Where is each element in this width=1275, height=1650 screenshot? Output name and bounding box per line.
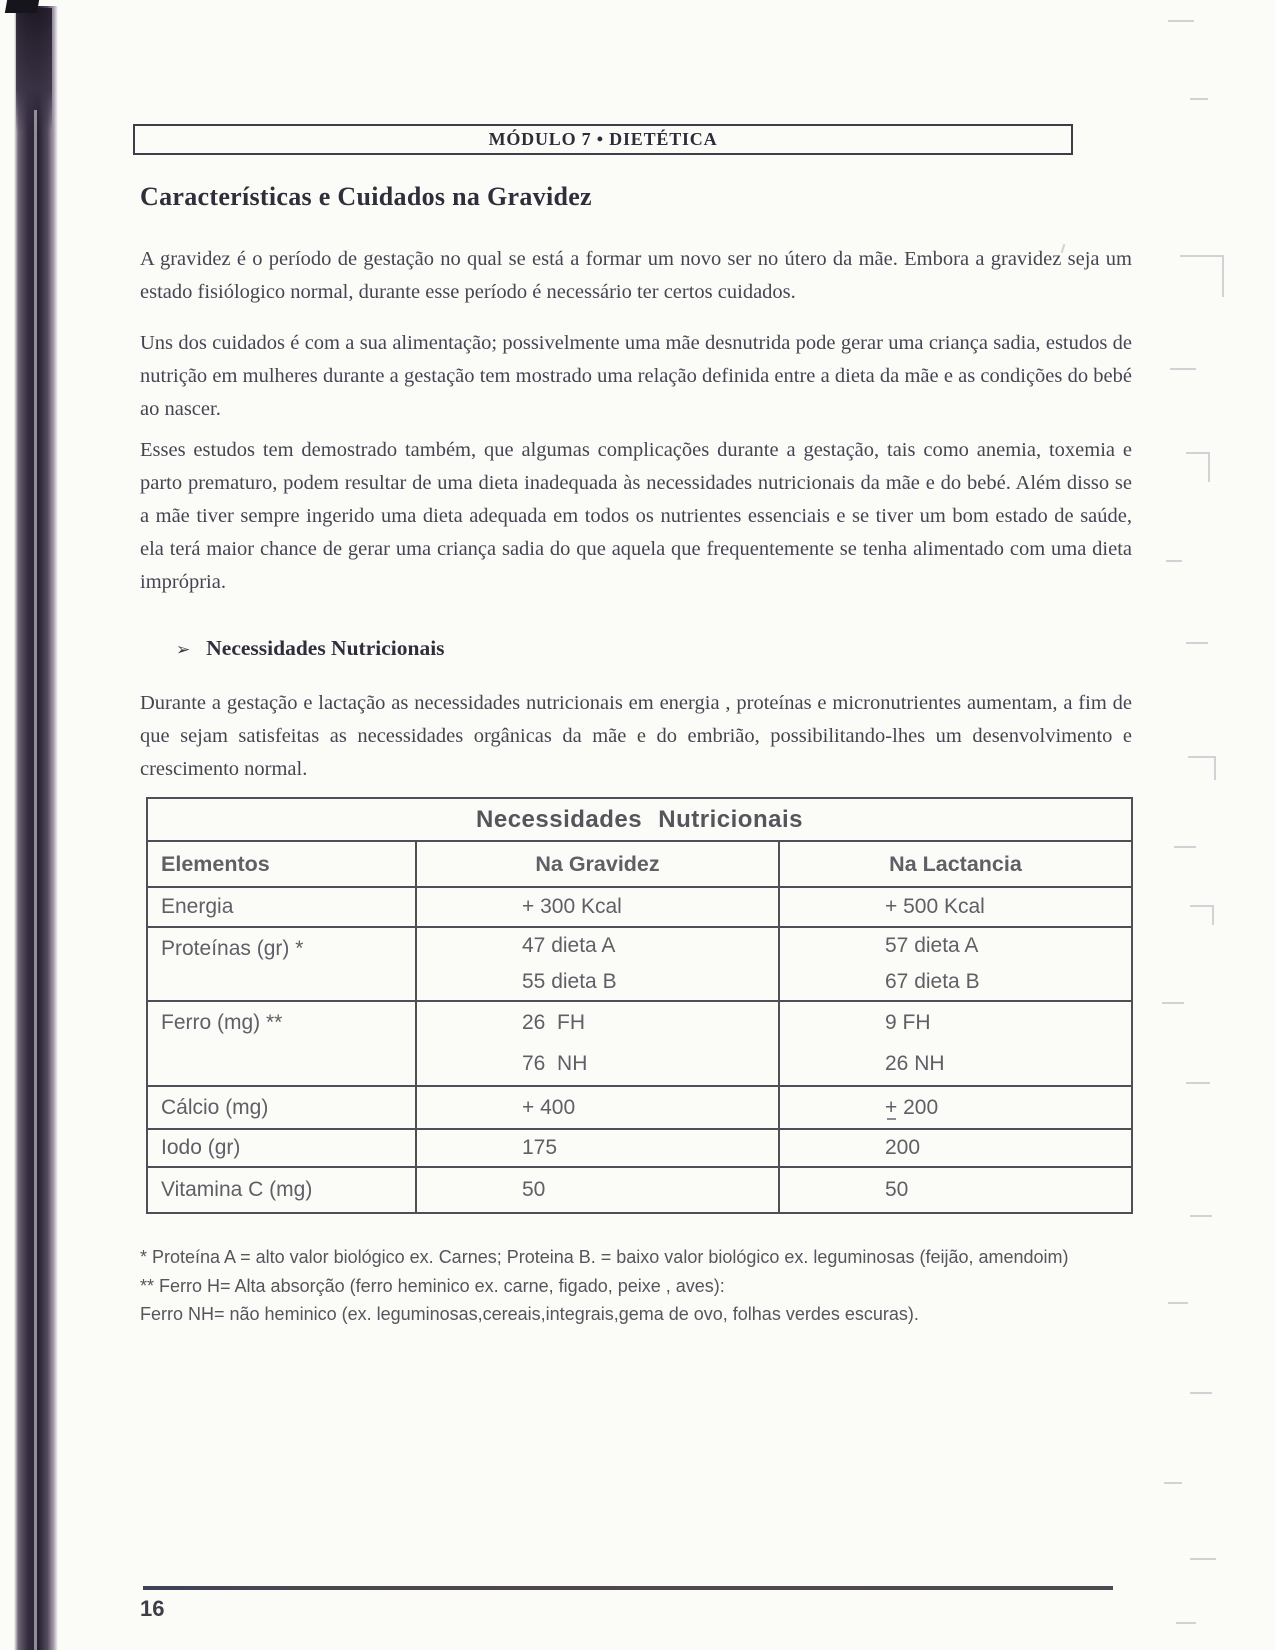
row-label: Proteínas (gr) * xyxy=(148,928,417,1000)
scan-artifact xyxy=(1176,1622,1196,1624)
scan-artifact xyxy=(1186,1082,1210,1084)
row-value-gravidez: + 400 xyxy=(417,1087,780,1128)
row-value-gravidez: 175 xyxy=(417,1130,780,1166)
value-line: 26 NH xyxy=(885,1052,945,1076)
scan-artifact xyxy=(1186,642,1208,644)
scan-artifact xyxy=(1164,1482,1182,1484)
row-value-lactancia: 200 xyxy=(885,1136,921,1159)
column-header-gravidez: Na Gravidez xyxy=(417,842,780,886)
table-title: Necessidades Nutricionais xyxy=(476,805,803,833)
row-value-gravidez xyxy=(417,928,780,1000)
row-label: Ferro (mg) ** xyxy=(148,1002,417,1085)
column-header-lactancia: Na Lactancia xyxy=(889,851,1022,876)
scan-artifact xyxy=(1186,452,1210,482)
scan-artifact xyxy=(1190,905,1214,925)
scan-corner-mark xyxy=(5,0,39,13)
value-line: 55 dieta B xyxy=(522,970,617,993)
nutrition-table xyxy=(146,797,1133,1214)
row-value-lactancia: + 200 xyxy=(780,1087,1131,1128)
module-header-label: MÓDULO 7 • DIETÉTICA xyxy=(488,129,718,149)
value-line: 9 FH xyxy=(885,1010,931,1034)
table-row-vitamina-c xyxy=(148,1166,1131,1212)
paragraph-alimentacao: Uns dos cuidados é com a sua alimentação; possivelmente uma mãe desnutrida pode gerar uma criança sadia, estudos de nutrição em mulheres durante a gestação tem mostrado uma relação definida entre a dieta da mãe e as condições do bebé ao nascer. xyxy=(140,332,1132,420)
row-value-gravidez xyxy=(417,1002,780,1085)
scan-artifact xyxy=(1190,98,1208,100)
value-line: 47 dieta A xyxy=(522,934,616,957)
scan-artifact xyxy=(1190,1392,1212,1394)
paragraph-estudos: Esses estudos tem demostrado também, que algumas complicações durante a gestação, tais como anemia, toxemia e parto prematuro, podem resultar de uma dieta inadequada às necessidades nutricionais da mãe e do bebé. Além disso se a mãe tiver sempre ingerido uma dieta adequada em todos os nutrientes essenciais e se tiver um bom estado de saúde, ela terá maior chance de gerar uma criança sadia do que aquela que frequentemente se tenha alimentado com uma dieta imprópria. xyxy=(140,439,1132,593)
scan-artifact xyxy=(1188,756,1216,780)
table-row-calcio xyxy=(148,1085,1131,1128)
module-header-box xyxy=(133,124,1073,155)
row-label: Energia xyxy=(148,888,417,926)
footnote-proteina: * Proteína A = alto valor biológico ex. Carnes; Proteina B. = baixo valor biológico ex. leguminosas (feijão, amendoim) xyxy=(140,1247,1069,1267)
column-header-elementos: Elementos xyxy=(148,842,417,886)
scan-artifact xyxy=(1190,1558,1216,1560)
row-value-gravidez: 50 xyxy=(417,1168,780,1212)
row-label: Vitamina C (mg) xyxy=(148,1168,417,1212)
value-line: 76 NH xyxy=(522,1052,588,1076)
scan-artifact xyxy=(1174,846,1196,848)
row-value-gravidez: + 300 Kcal xyxy=(417,888,780,926)
paragraph-gestacao: Durante a gestação e lactação as necessidades nutricionais em energia , proteínas e micronutrientes aumentam, a fim de que sejam satisfeitas as necessidades orgânicas da mãe e do embrião, possibilitando-lhes um desenvolvimento e crescimento normal. xyxy=(140,692,1132,780)
scan-artifact xyxy=(1166,560,1182,562)
table-row-energia xyxy=(148,886,1131,926)
scan-artifact xyxy=(1170,368,1196,370)
section-heading-label: Necessidades Nutricionais xyxy=(206,636,445,660)
scan-artifact xyxy=(1168,1302,1188,1304)
page-title: Características e Cuidados na Gravidez xyxy=(140,182,592,211)
paragraph-intro: A gravidez é o período de gestação no qual se está a formar um novo ser no útero da mãe. Embora a gravidez seja um estado fisiólogico normal, durante esse período é necessário ter certos cuidados. xyxy=(140,248,1132,303)
arrow-bullet-icon: ➢ xyxy=(176,640,191,659)
table-row-iodo xyxy=(148,1128,1131,1166)
scan-artifact xyxy=(1190,1215,1212,1217)
scan-artifact xyxy=(1168,20,1194,22)
book-binding-highlight xyxy=(34,110,37,1650)
value-line: 26 FH xyxy=(522,1010,586,1034)
row-value-lactancia xyxy=(780,1002,1131,1085)
value-line: 67 dieta B xyxy=(885,970,980,993)
table-row-ferro xyxy=(148,1000,1131,1085)
scan-artifact xyxy=(1162,1002,1184,1004)
value-line: 57 dieta A xyxy=(885,934,979,957)
table-header-row xyxy=(148,840,1131,886)
row-value-lactancia: 50 xyxy=(885,1178,909,1201)
row-label: Cálcio (mg) xyxy=(148,1087,417,1128)
page-number: 16 xyxy=(140,1596,165,1621)
scan-artifact xyxy=(1180,255,1224,297)
section-heading xyxy=(176,636,445,661)
footer-rule xyxy=(143,1586,1113,1590)
table-footnotes xyxy=(140,1243,1145,1329)
row-value-lactancia xyxy=(780,928,1131,1000)
footnote-ferro-h: ** Ferro H= Alta absorção (ferro heminico ex. carne, figado, peixe , aves): xyxy=(140,1275,725,1296)
table-row-proteinas xyxy=(148,926,1131,1000)
row-value-lactancia: + 500 Kcal xyxy=(885,895,985,918)
row-label: Iodo (gr) xyxy=(148,1130,417,1166)
footnote-ferro-nh: Ferro NH= não heminico (ex. leguminosas,cereais,integrais,gema de ovo, folhas verdes escuras). xyxy=(140,1304,919,1324)
